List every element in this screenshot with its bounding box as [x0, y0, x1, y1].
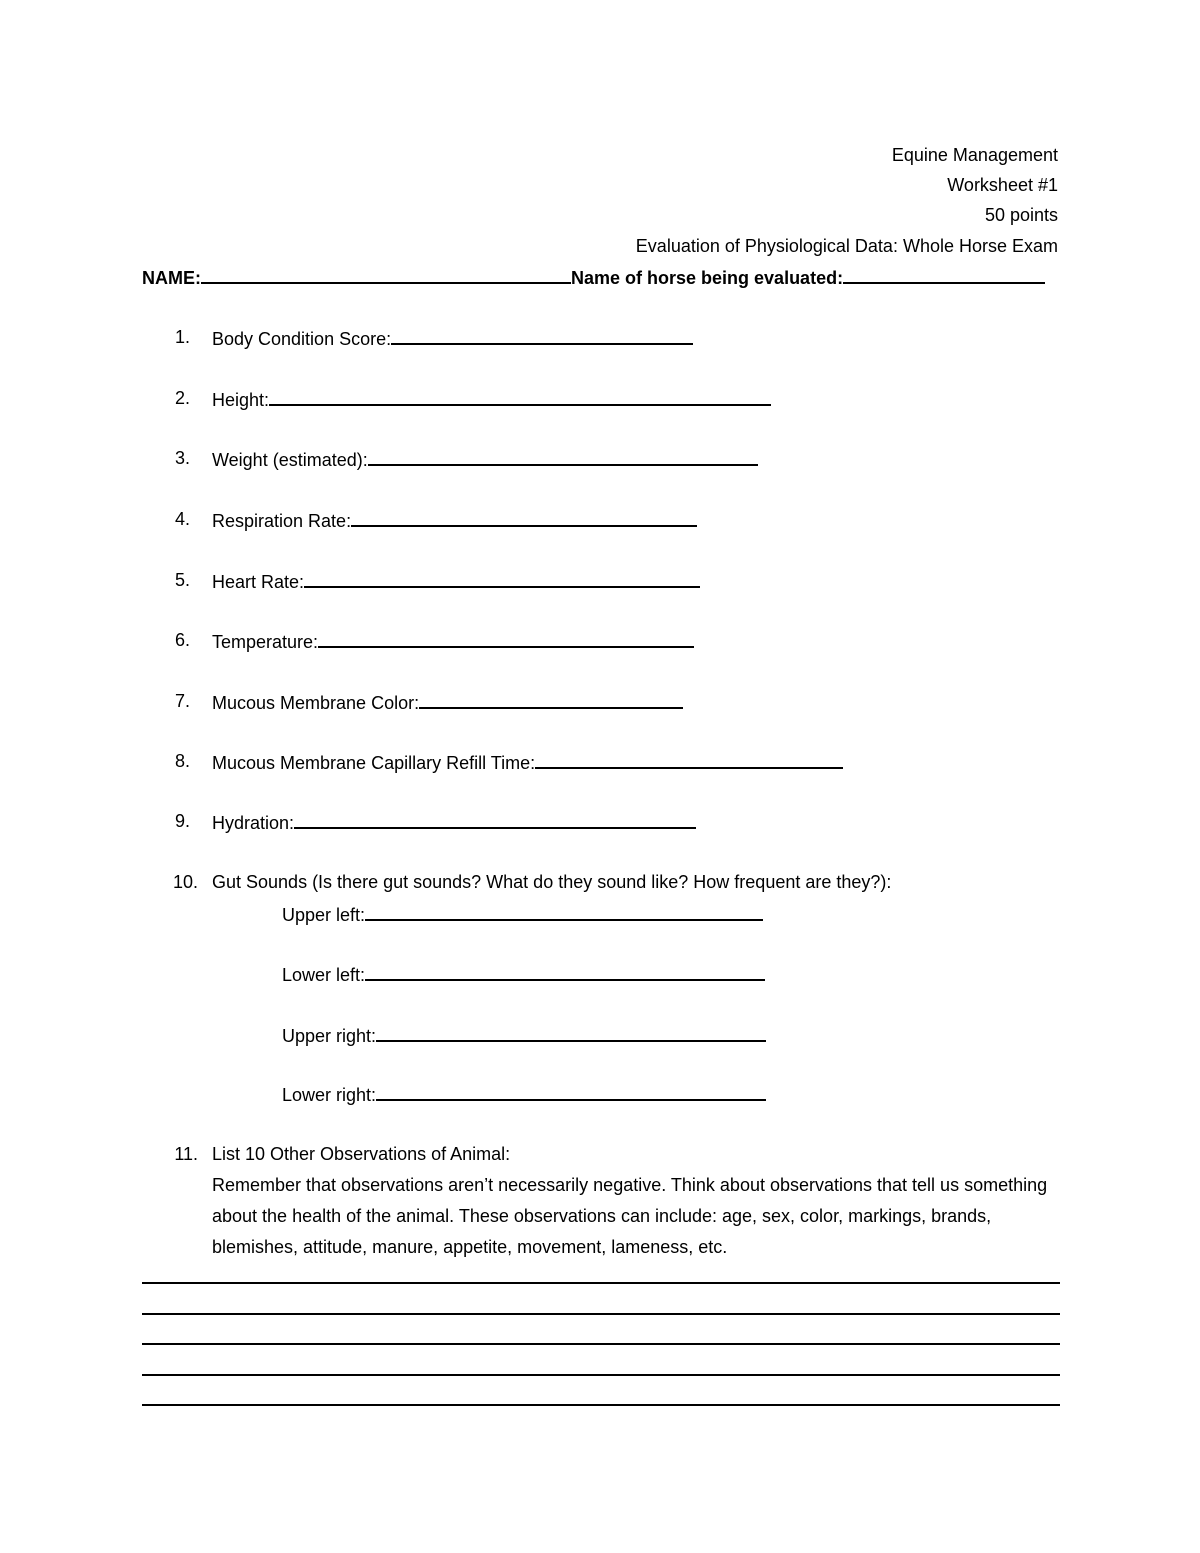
item-number: 4. — [174, 509, 190, 529]
item-label: Mucous Membrane Color: — [212, 693, 420, 713]
gut-sound-row — [282, 961, 765, 987]
points-value: 50 points — [984, 205, 1058, 225]
upper-left-blank[interactable] — [365, 901, 763, 921]
gut-sound-row — [282, 1081, 766, 1107]
item-label: Body Condition Score: — [212, 329, 392, 349]
item-label: Respiration Rate: — [212, 511, 352, 531]
name-blank[interactable] — [201, 264, 571, 284]
item-number: 1. — [174, 327, 190, 347]
list-item — [212, 749, 843, 775]
item-number: 5. — [174, 570, 190, 590]
item-label: Hydration: — [212, 813, 295, 833]
item-number: 7. — [174, 691, 190, 711]
item-label: Height: — [212, 390, 270, 410]
answer-line[interactable] — [142, 1404, 1060, 1406]
weight-blank[interactable] — [368, 446, 758, 466]
worksheet-subtitle: Evaluation of Physiological Data: Whole Horse Exam — [635, 236, 1058, 256]
list-item — [212, 446, 758, 472]
hydration-blank[interactable] — [294, 809, 696, 829]
course-title: Equine Management — [891, 145, 1058, 165]
list-item — [212, 507, 697, 533]
item-label: Temperature: — [212, 632, 319, 652]
item-label: Weight (estimated): — [212, 450, 368, 470]
gut-sound-label: Upper left: — [282, 905, 366, 925]
item-number: 9. — [174, 811, 190, 831]
horse-name-blank[interactable] — [843, 264, 1045, 284]
item-number: 11. — [174, 1144, 198, 1164]
name-row — [142, 264, 1045, 290]
height-blank[interactable] — [269, 386, 771, 406]
respiration-blank[interactable] — [351, 507, 697, 527]
observations-title: List 10 Other Observations of Animal: — [212, 1144, 511, 1164]
observations-instructions: Remember that observations aren’t necessarily negative. Think about observations that tell us something about the health of the animal. These observations can include: age, sex, color, markings, brands, blemishes, attitude, manure, appetite, movement, lameness, etc. — [212, 1175, 1048, 1257]
list-item — [212, 386, 771, 412]
item-label: Heart Rate: — [212, 572, 305, 592]
lower-right-blank[interactable] — [376, 1081, 766, 1101]
gut-sound-row — [282, 1022, 766, 1048]
refill-time-blank[interactable] — [535, 749, 843, 769]
upper-right-blank[interactable] — [376, 1022, 766, 1042]
answer-line[interactable] — [142, 1282, 1060, 1284]
lower-left-blank[interactable] — [365, 961, 765, 981]
answer-line[interactable] — [142, 1313, 1060, 1315]
heart-rate-blank[interactable] — [304, 568, 700, 588]
gut-sound-row — [282, 901, 763, 927]
list-item — [212, 689, 683, 715]
item-number: 10. — [172, 872, 198, 892]
gut-sound-label: Lower left: — [282, 965, 366, 985]
gut-sound-label: Upper right: — [282, 1026, 377, 1046]
gut-sounds-label: Gut Sounds (Is there gut sounds? What do they sound like? How frequent are they?): — [212, 872, 892, 892]
answer-line[interactable] — [142, 1343, 1060, 1345]
item-number: 6. — [174, 630, 190, 650]
body-condition-blank[interactable] — [391, 325, 693, 345]
worksheet-number: Worksheet #1 — [947, 175, 1058, 195]
list-item — [212, 325, 693, 351]
temperature-blank[interactable] — [318, 628, 694, 648]
list-item — [212, 628, 694, 654]
list-item — [212, 809, 696, 835]
horse-name-label: Name of horse being evaluated: — [571, 268, 844, 288]
name-label: NAME: — [142, 268, 201, 288]
list-item — [212, 568, 700, 594]
membrane-color-blank[interactable] — [419, 689, 683, 709]
item-number: 8. — [174, 751, 190, 771]
item-label: Mucous Membrane Capillary Refill Time: — [212, 753, 536, 773]
item-number: 3. — [174, 448, 190, 468]
gut-sound-label: Lower right: — [282, 1085, 377, 1105]
answer-line[interactable] — [142, 1374, 1060, 1376]
item-number: 2. — [174, 388, 190, 408]
